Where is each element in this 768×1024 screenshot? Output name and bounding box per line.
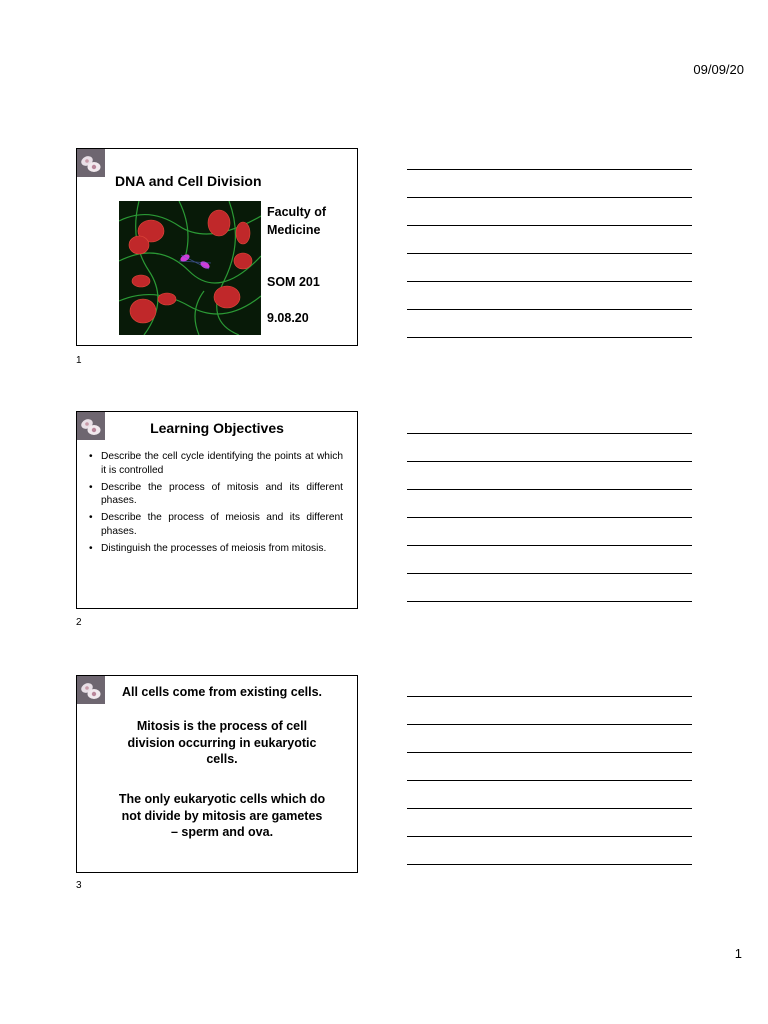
slide-number: 1 bbox=[76, 355, 82, 366]
note-line bbox=[407, 545, 692, 546]
note-line bbox=[407, 337, 692, 338]
list-item: • Describe the process of meiosis and its different phases. bbox=[89, 511, 343, 539]
slide-paragraph: All cells come from existing cells. bbox=[121, 685, 323, 699]
note-line bbox=[407, 696, 692, 697]
slide-paragraph: The only eukaryotic cells which do not divide by mitosis are gametes – sperm and ova. bbox=[118, 792, 326, 839]
slide-title: DNA and Cell Division bbox=[115, 173, 262, 189]
list-item: • Distinguish the processes of meiosis from mitosis. bbox=[89, 542, 343, 556]
notes-lines bbox=[407, 169, 692, 365]
course-code: SOM 201 bbox=[267, 275, 320, 289]
cell-microscopy-image bbox=[119, 201, 261, 335]
objectives-list bbox=[89, 450, 343, 559]
list-item: • Describe the cell cycle identifying the points at which it is controlled bbox=[89, 450, 343, 478]
notes-lines bbox=[407, 696, 692, 892]
note-line bbox=[407, 573, 692, 574]
page-number: 1 bbox=[734, 946, 742, 961]
note-line bbox=[407, 309, 692, 310]
slide-3 bbox=[76, 675, 358, 873]
note-line bbox=[407, 724, 692, 725]
note-line bbox=[407, 281, 692, 282]
slide-2 bbox=[76, 411, 358, 609]
note-line bbox=[407, 864, 692, 865]
faculty-text: Faculty of Medicine bbox=[267, 205, 327, 237]
slide-date: 9.08.20 bbox=[267, 311, 309, 325]
note-line bbox=[407, 752, 692, 753]
note-line bbox=[407, 433, 692, 434]
notes-lines bbox=[407, 433, 692, 629]
note-line bbox=[407, 780, 692, 781]
slide-title: Learning Objectives bbox=[150, 420, 284, 436]
note-line bbox=[407, 836, 692, 837]
note-line bbox=[407, 197, 692, 198]
cell-logo-icon bbox=[77, 149, 105, 177]
cell-logo-icon bbox=[77, 676, 105, 704]
note-line bbox=[407, 489, 692, 490]
slide-paragraph: Mitosis is the process of cell division occurring in eukaryotic cells. bbox=[127, 719, 317, 766]
slide-1 bbox=[76, 148, 358, 346]
note-line bbox=[407, 808, 692, 809]
note-line bbox=[407, 169, 692, 170]
note-line bbox=[407, 517, 692, 518]
slide-number: 3 bbox=[76, 880, 82, 891]
page-date: 09/09/20 bbox=[693, 62, 744, 77]
slide-number: 2 bbox=[76, 617, 82, 628]
note-line bbox=[407, 601, 692, 602]
note-line bbox=[407, 253, 692, 254]
list-item: • Describe the process of mitosis and its different phases. bbox=[89, 481, 343, 509]
note-line bbox=[407, 461, 692, 462]
note-line bbox=[407, 225, 692, 226]
